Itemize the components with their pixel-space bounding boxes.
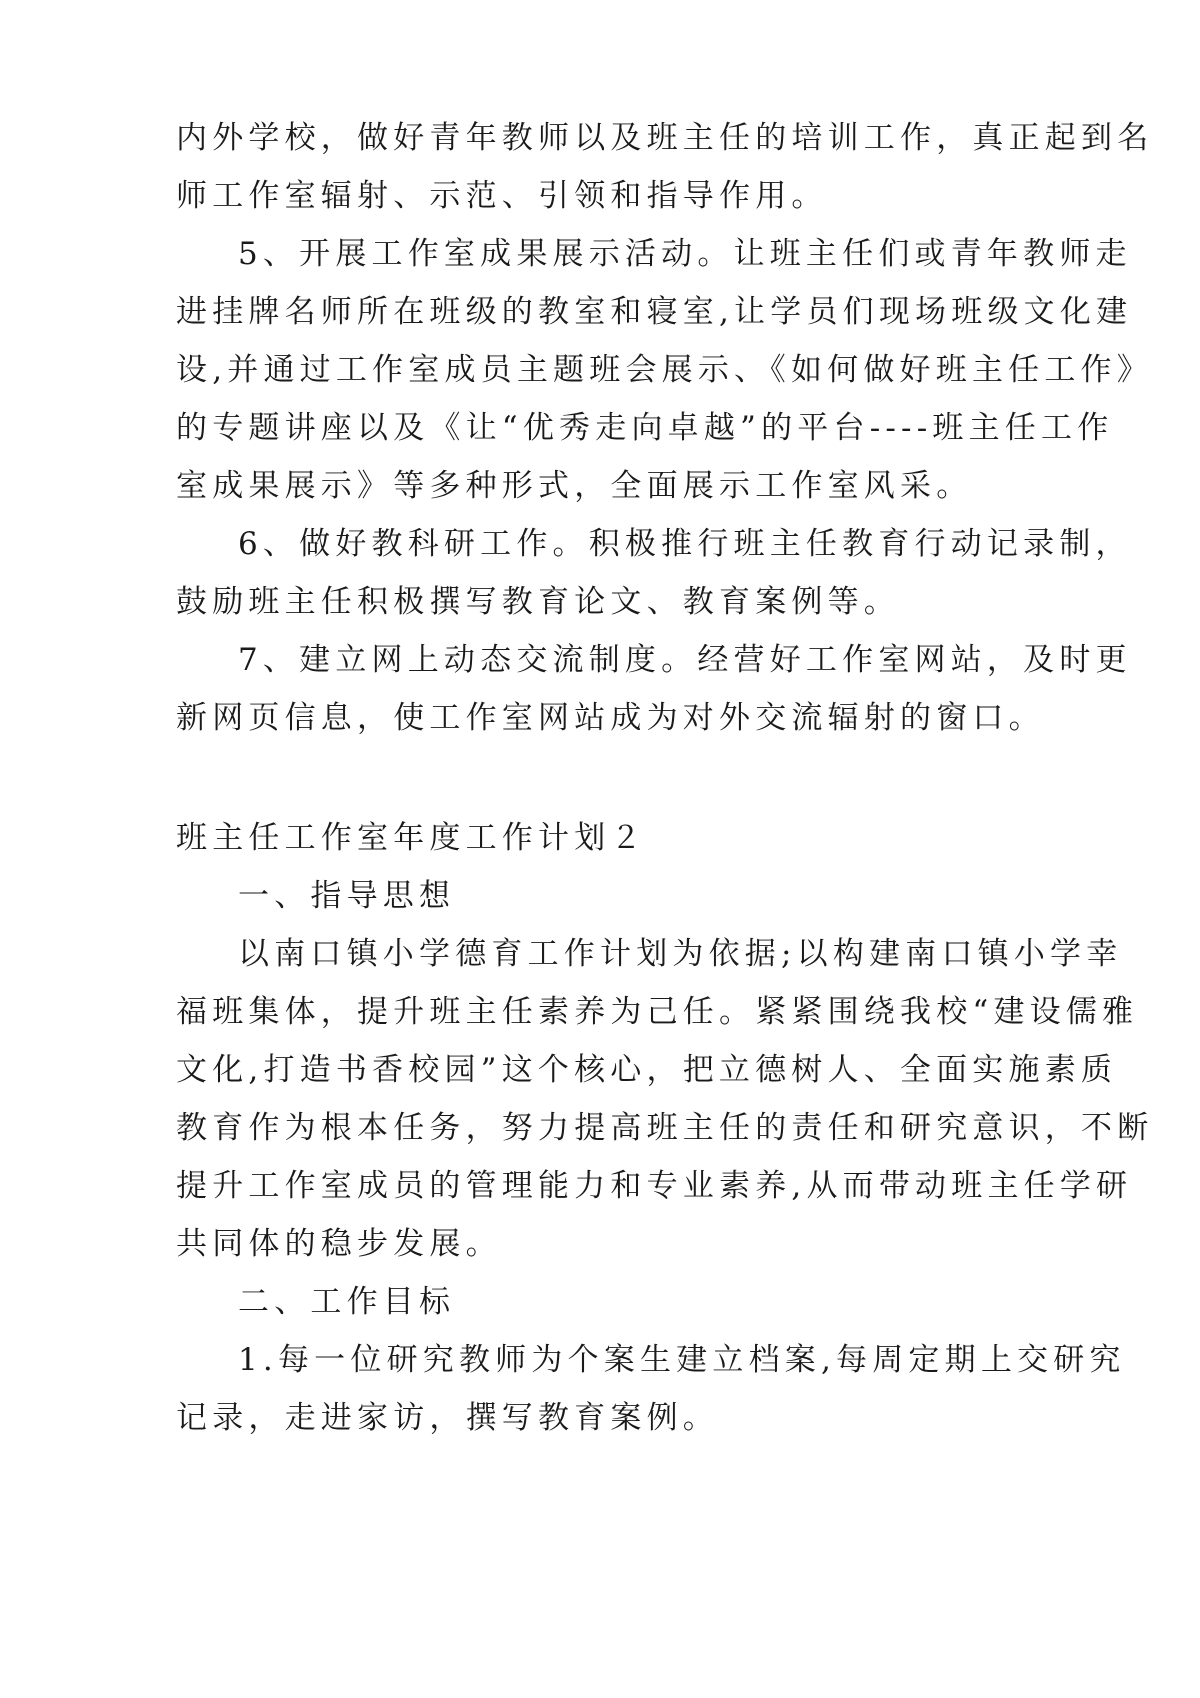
body-text-line: 教育作为根本任务，努力提高班主任的责任和研究意识，不断 — [176, 1110, 1154, 1146]
heading-guiding-ideology: 一、指导思想 — [238, 878, 456, 914]
body-text-line: 的专题讲座以及《让“优秀走向卓越”的平台----班主任工作 — [176, 410, 1114, 446]
body-text-line: 文化,打造书香校园”这个核心，把立德树人、全面实施素质 — [176, 1052, 1118, 1088]
body-text-line: 新网页信息，使工作室网站成为对外交流辐射的窗口。 — [176, 700, 1045, 736]
body-text-line: 福班集体，提升班主任素养为己任。紧紧围绕我校“建设儒雅 — [176, 994, 1139, 1030]
paragraph-item-5: 5、开展工作室成果展示活动。让班主任们或青年教师走 — [238, 236, 1132, 272]
paragraph-item-1: 1.每一位研究教师为个案生建立档案,每周定期上交研究 — [238, 1342, 1126, 1378]
body-text-line: 室成果展示》等多种形式，全面展示工作室风采。 — [176, 468, 973, 504]
body-text-line: 进挂牌名师所在班级的教室和寝室,让学员们现场班级文化建 — [176, 294, 1133, 330]
body-text-line: 设,并通过工作室成员主题班会展示、《如何做好班主任工作》 — [176, 352, 1153, 388]
section-title: 班主任工作室年度工作计划２ — [176, 820, 647, 856]
paragraph-guiding-ideology: 以南口镇小学德育工作计划为依据;以构建南口镇小学幸 — [238, 936, 1123, 972]
heading-work-goals: 二、工作目标 — [238, 1284, 456, 1320]
body-text-line: 记录，走进家访，撰写教育案例。 — [176, 1400, 719, 1436]
body-text-line: 师工作室辐射、示范、引领和指导作用。 — [176, 178, 828, 214]
body-text-line: 内外学校，做好青年教师以及班主任的培训工作，真正起到名 — [176, 120, 1154, 156]
paragraph-item-7: 7、建立网上动态交流制度。经营好工作室网站，及时更 — [238, 642, 1132, 678]
body-text-line: 鼓励班主任积极撰写教育论文、教育案例等。 — [176, 584, 900, 620]
body-text-line: 共同体的稳步发展。 — [176, 1226, 502, 1262]
paragraph-item-6: 6、做好教科研工作。积极推行班主任教育行动记录制， — [238, 526, 1132, 562]
body-text-line: 提升工作室成员的管理能力和专业素养,从而带动班主任学研 — [176, 1168, 1133, 1204]
